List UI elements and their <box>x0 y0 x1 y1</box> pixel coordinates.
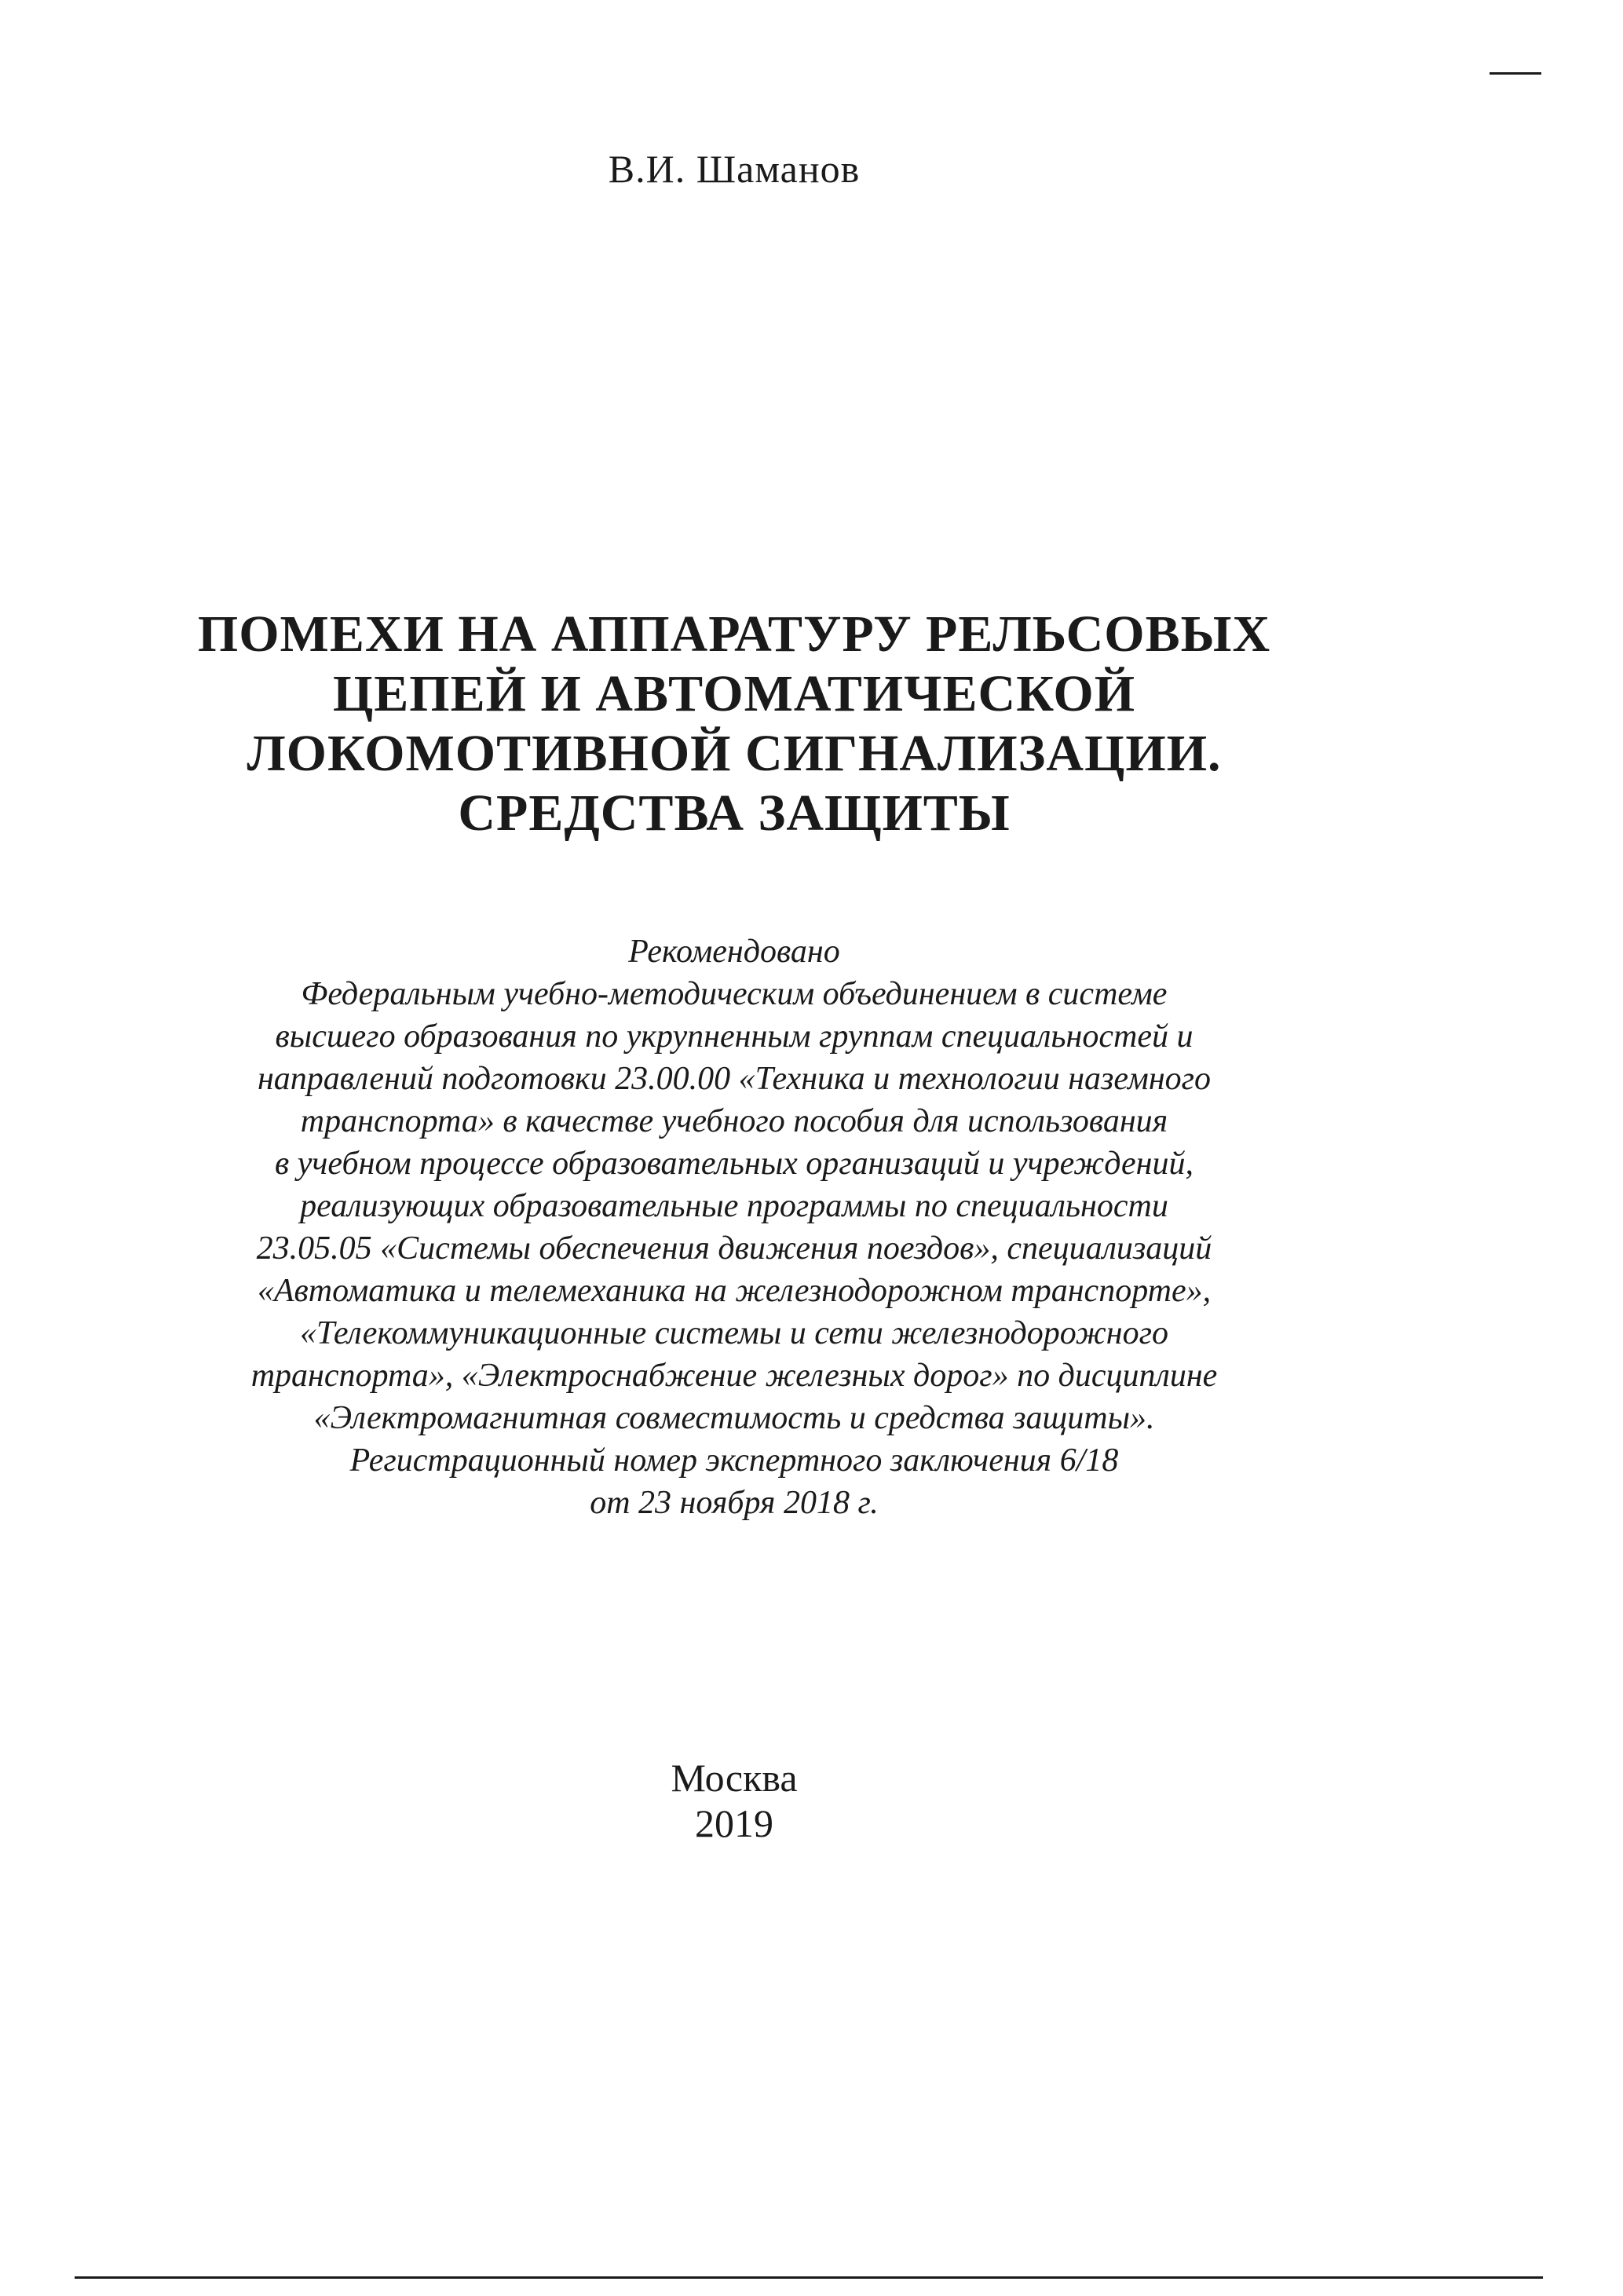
recommendation-line: Федеральным учебно-методическим объединением в системе <box>301 976 1168 1012</box>
title-line: ЦЕПЕЙ И АВТОМАТИЧЕСКОЙ <box>332 665 1136 722</box>
imprint <box>0 1755 1468 1846</box>
recommendation-line: Регистрационный номер экспертного заключения 6/18 <box>349 1442 1119 1479</box>
title-line: ПОМЕХИ НА АППАРАТУРУ РЕЛЬСОВЫХ <box>197 605 1271 663</box>
recommendation-line: Рекомендовано <box>628 934 840 970</box>
recommendation-line: «Телекоммуникационные системы и сети железнодорожного <box>299 1315 1168 1351</box>
recommendation-line: транспорта» в качестве учебного пособия для использования <box>300 1103 1168 1139</box>
recommendation-line: «Автоматика и телемеханика на железнодорожном транспорте», <box>257 1273 1212 1309</box>
recommendation-line: «Электромагнитная совместимость и средства защиты». <box>313 1400 1155 1436</box>
author-name: В.И. Шаманов <box>608 147 861 191</box>
bottom-rule <box>75 2276 1543 2279</box>
corner-mark <box>1490 72 1541 75</box>
title-line: ЛОКОМОТИВНОЙ СИГНАЛИЗАЦИИ. <box>247 725 1222 782</box>
publication-city: Москва <box>671 1756 798 1800</box>
recommendation-line: реализующих образовательные программы по специальности <box>300 1188 1168 1224</box>
recommendation-line: 23.05.05 «Системы обеспечения движения поездов», специализаций <box>256 1230 1212 1267</box>
publication-year: 2019 <box>695 1801 773 1845</box>
recommendation-line: в учебном процессе образовательных организаций и учреждений, <box>275 1146 1193 1182</box>
recommendation-line: высшего образования по укрупненным группам специальностей и <box>275 1018 1193 1055</box>
recommendation-line: от 23 ноября 2018 г. <box>590 1485 879 1521</box>
recommendation-line: транспорта», «Электроснабжение железных дорог» по дисциплине <box>250 1358 1218 1394</box>
recommendation-block <box>0 930 1468 1524</box>
book-title <box>0 605 1468 843</box>
title-line: СРЕДСТВА ЗАЩИТЫ <box>458 784 1011 842</box>
recommendation-line: направлений подготовки 23.00.00 «Техника и технологии наземного <box>257 1061 1212 1097</box>
